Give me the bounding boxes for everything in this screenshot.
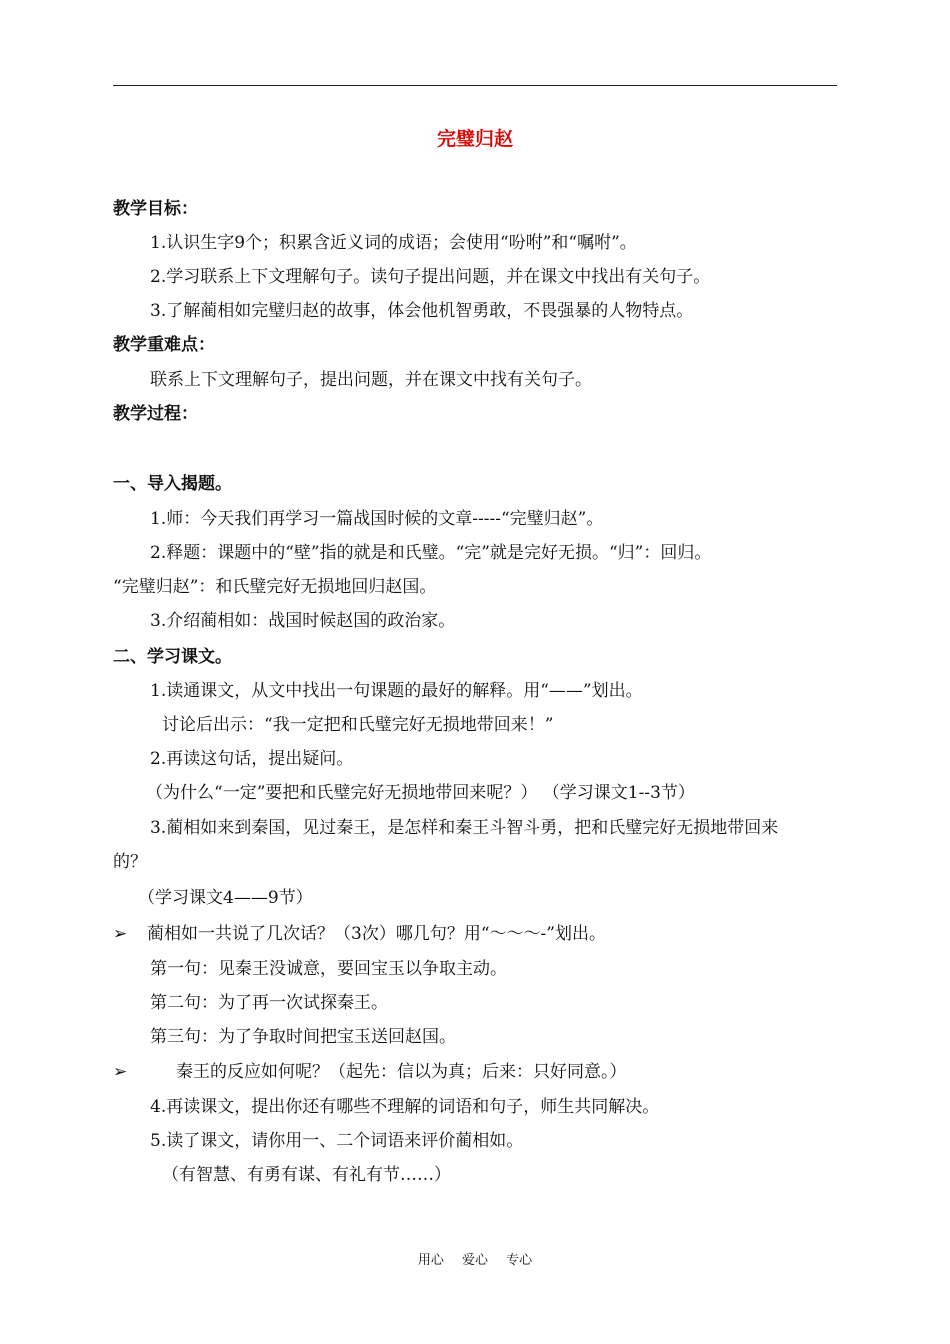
part1-line-2: 2.释题：课题中的“壁”指的就是和氏璧。“完”就是完好无损。“归”：回归。 (150, 543, 712, 563)
bullet-item-2-text: 秦王的反应如何呢？（起先：信以为真；后来：只好同意。） (176, 1062, 627, 1082)
arrow-bullet-icon: ➢ (113, 1062, 128, 1082)
part1-line-1: 1.师：今天我们再学习一篇战国时候的文章-----“完璧归赵”。 (150, 509, 604, 529)
sentence-3: 第三句：为了争取时间把宝玉送回赵国。 (150, 1027, 456, 1047)
sentence-2: 第二句：为了再一次试探秦王。 (150, 993, 388, 1013)
part2-heading: 二、学习课文。 (113, 647, 232, 667)
process-heading: 教学过程： (113, 404, 198, 424)
key-points-heading: 教学重难点： (113, 335, 215, 355)
part2-line-5: 3.蔺相如来到秦国，见过秦王，是怎样和秦王斗智斗勇，把和氏璧完好无损地带回来 (150, 818, 779, 838)
part1-line-3: “完璧归赵”：和氏璧完好无损地回归赵国。 (113, 577, 437, 597)
goal-item-1: 1.认识生字9个；积累含近义词的成语；会使用“吩咐”和“嘱咐”。 (150, 233, 637, 253)
sentence-1: 第一句：见秦王没诚意，要回宝玉以争取主动。 (150, 959, 507, 979)
goals-heading: 教学目标： (113, 199, 198, 219)
part2-line-6: 的？ (113, 852, 147, 872)
page-footer: 用心 爱心 专心 (417, 1253, 533, 1268)
arrow-bullet-icon: ➢ (113, 924, 128, 944)
header-rule (113, 85, 837, 86)
part1-heading: 一、导入揭题。 (113, 474, 232, 494)
part1-line-4: 3.介绍蔺相如：战国时候赵国的政治家。 (150, 611, 456, 631)
bullet-item-2 (113, 1060, 627, 1084)
document-title: 完璧归赵 (436, 128, 513, 150)
key-points-text: 联系上下文理解句子，提出问题，并在课文中找有关句子。 (150, 370, 592, 390)
part2-line-1: 1.读通课文，从文中找出一句课题的最好的解释。用“——”划出。 (150, 681, 643, 701)
part2-line-4: （为什么“一定”要把和氏璧完好无损地带回来呢？） （学习课文1--3节） (146, 783, 695, 803)
part2-line-7: （学习课文4——9节） (138, 888, 313, 908)
bullet-item-1 (113, 922, 606, 946)
part2-line-2: 讨论后出示：“我一定把和氏璧完好无损地带回来！” (162, 715, 554, 735)
part2-tail-2: 5.读了课文，请你用一、二个词语来评价蔺相如。 (150, 1131, 524, 1151)
goal-item-3: 3.了解蔺相如完璧归赵的故事，体会他机智勇敢，不畏强暴的人物特点。 (150, 301, 694, 321)
bullet-item-1-text: 蔺相如一共说了几次话？（3次）哪几句？用“～～～-”划出。 (147, 924, 606, 944)
part2-tail-3: （有智慧、有勇有谋、有礼有节……） (162, 1165, 451, 1185)
goal-item-2: 2.学习联系上下文理解句子。读句子提出问题，并在课文中找出有关句子。 (150, 267, 711, 287)
part2-line-3: 2.再读这句话，提出疑问。 (150, 749, 354, 769)
part2-tail-1: 4.再读课文，提出你还有哪些不理解的词语和句子，师生共同解决。 (150, 1097, 660, 1117)
